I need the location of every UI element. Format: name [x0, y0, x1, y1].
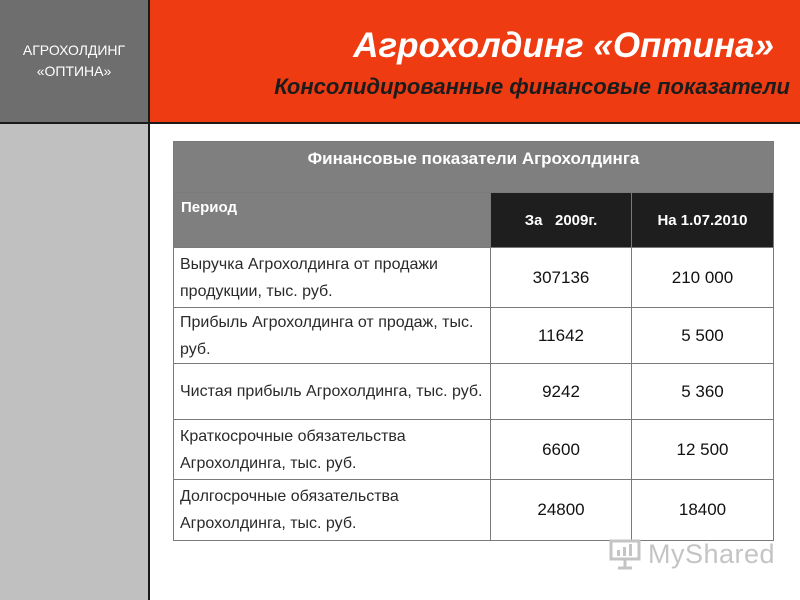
row-label: Долгосрочные обязательства Агрохолдинга, тыс. руб. — [174, 480, 491, 541]
table-caption: Финансовые показатели Агрохолдинга — [174, 142, 774, 193]
row-label: Чистая прибыль Агрохолдинга, тыс. руб. — [174, 364, 491, 420]
row-value-2009: 24800 — [491, 480, 632, 541]
period-header: Период — [174, 193, 491, 248]
row-value-2009: 6600 — [491, 420, 632, 480]
sidebar-company-name: АГРОХОЛДИНГ — [22, 42, 126, 58]
table-row — [174, 480, 774, 541]
watermark — [608, 538, 775, 570]
table-row — [174, 308, 774, 364]
title-banner — [150, 0, 800, 122]
row-value-2010: 12 500 — [632, 420, 774, 480]
sidebar-company-quote: «ОПТИНА» — [36, 63, 112, 79]
presentation-board-icon — [608, 538, 642, 570]
row-value-2010: 5 500 — [632, 308, 774, 364]
sidebar-panel — [0, 124, 148, 600]
column-header-2009 — [491, 193, 632, 248]
slide-subtitle: Консолидированные финансовые показатели — [274, 74, 790, 99]
row-label: Краткосрочные обязательства Агрохолдинга, тыс. руб. — [174, 420, 491, 480]
row-value-2009: 9242 — [491, 364, 632, 420]
column-header-2009-label: За 2009г. — [524, 211, 598, 229]
table-row — [174, 248, 774, 308]
financial-table — [173, 141, 774, 541]
row-value-2009: 307136 — [491, 248, 632, 308]
table-row — [174, 364, 774, 420]
sidebar-header — [0, 0, 148, 122]
row-value-2010: 210 000 — [632, 248, 774, 308]
column-header-2010: На 1.07.2010 — [632, 193, 774, 248]
row-label: Прибыль Агрохолдинга от продаж, тыс. руб. — [174, 308, 491, 364]
watermark-text: MyShared — [648, 538, 776, 569]
horizontal-divider — [0, 122, 800, 124]
table-row — [174, 420, 774, 480]
row-label: Выручка Агрохолдинга от продажи продукции, тыс. руб. — [174, 248, 491, 308]
row-value-2010: 18400 — [632, 480, 774, 541]
row-value-2009: 11642 — [491, 308, 632, 364]
slide-title: Агрохолдинг «Оптина» — [353, 26, 774, 65]
row-value-2010: 5 360 — [632, 364, 774, 420]
